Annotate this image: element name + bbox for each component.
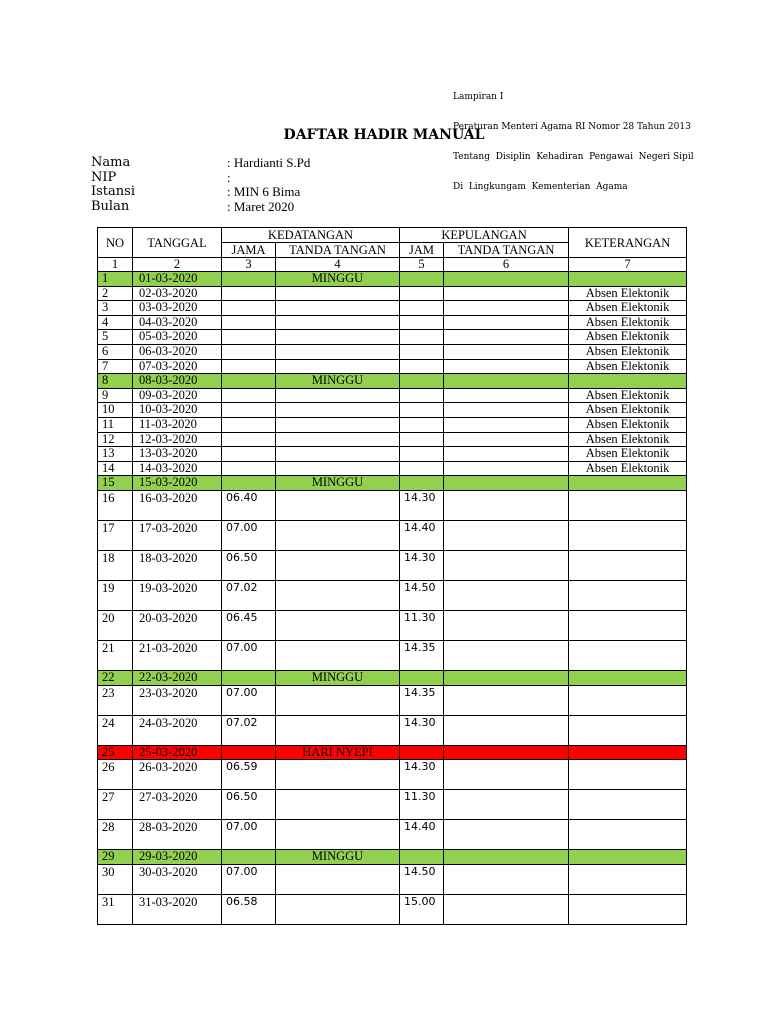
row-no: 21 [98,640,133,670]
row-tanggal: 06-03-2020 [133,344,222,359]
table-row [98,272,687,287]
row-jam-pulang [400,461,444,476]
row-no: 13 [98,447,133,462]
row-jam-datang: 07.02 [222,715,276,745]
row-tanda-tangan-pulang [444,685,569,715]
row-tanda-tangan-datang [276,715,400,745]
row-jam-datang: 06.58 [222,894,276,924]
row-tanggal: 29-03-2020 [133,850,222,865]
row-jam-pulang: 14.30 [400,715,444,745]
row-tanda-tangan-pulang [444,447,569,462]
row-no: 8 [98,374,133,389]
row-keterangan: Absen Elektonik [569,447,687,462]
row-jam-pulang [400,374,444,389]
row-jam-pulang [400,403,444,418]
row-tanda-tangan-datang [276,490,400,520]
table-row [98,894,687,924]
row-keterangan: Absen Elektonik [569,301,687,316]
header-row-1 [98,228,687,243]
row-keterangan: Absen Elektonik [569,359,687,374]
row-tanda-tangan-pulang [444,745,569,760]
row-jam-datang [222,315,276,330]
row-jam-pulang [400,388,444,403]
row-tanggal: 25-03-2020 [133,745,222,760]
attendance-table [97,227,687,925]
table-row [98,432,687,447]
bulan-value: : Maret 2020 [227,198,295,214]
row-tanggal: 13-03-2020 [133,447,222,462]
table-row [98,344,687,359]
table-row [98,820,687,850]
row-jam-pulang: 14.35 [400,640,444,670]
row-tanggal: 05-03-2020 [133,330,222,345]
row-tanda-tangan-datang: MINGGU [276,670,400,685]
table-row [98,359,687,374]
row-tanggal: 31-03-2020 [133,894,222,924]
row-jam-pulang: 15.00 [400,894,444,924]
row-tanda-tangan-datang [276,820,400,850]
row-tanda-tangan-pulang [444,461,569,476]
row-tanggal: 16-03-2020 [133,490,222,520]
row-keterangan: Absen Elektonik [569,286,687,301]
row-jam-pulang [400,670,444,685]
row-keterangan [569,520,687,550]
row-keterangan [569,490,687,520]
table-row [98,610,687,640]
row-jam-datang: 07.00 [222,520,276,550]
row-tanggal: 28-03-2020 [133,820,222,850]
row-keterangan [569,374,687,389]
row-tanda-tangan-datang [276,447,400,462]
row-tanggal: 10-03-2020 [133,403,222,418]
row-jam-pulang [400,359,444,374]
row-keterangan: Absen Elektonik [569,461,687,476]
row-tanda-tangan-datang [276,685,400,715]
table-row [98,315,687,330]
row-jam-pulang [400,315,444,330]
row-tanggal: 01-03-2020 [133,272,222,287]
row-keterangan: Absen Elektonik [569,388,687,403]
table-row [98,745,687,760]
table-row [98,490,687,520]
row-tanda-tangan-pulang [444,550,569,580]
row-tanda-tangan-pulang [444,610,569,640]
row-tanggal: 03-03-2020 [133,301,222,316]
row-keterangan [569,476,687,491]
row-tanda-tangan-datang: MINGGU [276,374,400,389]
page-title: DAFTAR HADIR MANUAL [283,127,485,143]
row-tanda-tangan-datang [276,461,400,476]
column-number-row [98,258,687,272]
row-tanda-tangan-pulang [444,315,569,330]
row-tanggal: 18-03-2020 [133,550,222,580]
row-jam-pulang: 14.50 [400,580,444,610]
row-tanggal: 08-03-2020 [133,374,222,389]
row-jam-pulang [400,476,444,491]
row-tanggal: 26-03-2020 [133,760,222,790]
row-jam-pulang: 14.35 [400,685,444,715]
row-tanda-tangan-datang [276,432,400,447]
row-tanda-tangan-pulang [444,476,569,491]
row-no: 18 [98,550,133,580]
row-tanda-tangan-pulang [444,490,569,520]
row-keterangan [569,685,687,715]
row-jam-datang [222,374,276,389]
row-tanda-tangan-pulang [444,894,569,924]
row-keterangan [569,760,687,790]
row-tanda-tangan-datang: MINGGU [276,476,400,491]
row-jam-datang: 06.50 [222,790,276,820]
row-jam-datang: 07.00 [222,640,276,670]
row-tanggal: 04-03-2020 [133,315,222,330]
header-keterangan: KETERANGAN [569,228,687,258]
header-kedatangan: KEDATANGAN [222,228,400,243]
row-no: 11 [98,417,133,432]
row-tanggal: 30-03-2020 [133,864,222,894]
row-tanda-tangan-pulang [444,850,569,865]
row-jam-pulang [400,745,444,760]
row-jam-datang: 06.50 [222,550,276,580]
row-no: 30 [98,864,133,894]
table-row [98,640,687,670]
table-row [98,476,687,491]
row-tanda-tangan-pulang [444,670,569,685]
table-row [98,790,687,820]
table-row [98,447,687,462]
table-row [98,580,687,610]
table-row [98,685,687,715]
row-tanda-tangan-datang [276,760,400,790]
row-jam-pulang [400,850,444,865]
column-number: 1 [98,258,133,272]
info-row-istansi [91,185,310,200]
row-tanda-tangan-datang [276,790,400,820]
row-tanda-tangan-pulang [444,301,569,316]
row-keterangan [569,894,687,924]
row-tanda-tangan-datang [276,417,400,432]
row-no: 25 [98,745,133,760]
istansi-value: : MIN 6 Bima [227,184,301,199]
row-keterangan [569,790,687,820]
row-tanda-tangan-pulang [444,864,569,894]
row-tanda-tangan-pulang [444,580,569,610]
table-row [98,417,687,432]
row-tanda-tangan-datang [276,894,400,924]
row-tanda-tangan-datang [276,286,400,301]
table-row [98,550,687,580]
employee-info [91,156,310,214]
row-no: 31 [98,894,133,924]
table-row [98,670,687,685]
row-jam-pulang: 14.30 [400,490,444,520]
row-no: 23 [98,685,133,715]
row-jam-pulang: 11.30 [400,790,444,820]
row-jam-pulang [400,432,444,447]
header-tanda-tangan-pulang: TANDA TANGAN [444,243,569,258]
row-tanda-tangan-pulang [444,520,569,550]
row-tanda-tangan-datang [276,330,400,345]
row-jam-pulang: 14.40 [400,520,444,550]
row-no: 10 [98,403,133,418]
header-tanda-tangan-datang: TANDA TANGAN [276,243,400,258]
row-keterangan [569,670,687,685]
istansi-label: Istansi [91,184,135,199]
row-keterangan [569,550,687,580]
row-tanda-tangan-pulang [444,286,569,301]
row-tanggal: 15-03-2020 [133,476,222,491]
row-no: 22 [98,670,133,685]
row-keterangan [569,640,687,670]
row-jam-datang: 07.02 [222,580,276,610]
row-jam-datang [222,359,276,374]
row-jam-datang [222,850,276,865]
row-no: 7 [98,359,133,374]
row-tanda-tangan-datang [276,301,400,316]
row-jam-datang [222,403,276,418]
row-tanda-tangan-datang: HARI NYEPI [276,745,400,760]
row-no: 20 [98,610,133,640]
row-no: 12 [98,432,133,447]
row-jam-pulang [400,344,444,359]
header-kepulangan: KEPULANGAN [400,228,569,243]
row-tanda-tangan-pulang [444,344,569,359]
row-jam-datang: 07.00 [222,820,276,850]
row-no: 26 [98,760,133,790]
column-number: 2 [133,258,222,272]
row-tanda-tangan-pulang [444,715,569,745]
row-no: 14 [98,461,133,476]
row-no: 9 [98,388,133,403]
row-tanda-tangan-datang [276,359,400,374]
row-keterangan: Absen Elektonik [569,417,687,432]
row-keterangan [569,864,687,894]
row-keterangan [569,580,687,610]
row-tanggal: 11-03-2020 [133,417,222,432]
row-jam-datang [222,301,276,316]
column-number: 3 [222,258,276,272]
row-tanda-tangan-datang [276,640,400,670]
row-jam-pulang: 14.40 [400,820,444,850]
row-tanda-tangan-datang [276,315,400,330]
row-no: 29 [98,850,133,865]
row-tanggal: 19-03-2020 [133,580,222,610]
row-jam-datang [222,417,276,432]
column-number: 6 [444,258,569,272]
row-tanda-tangan-datang: MINGGU [276,272,400,287]
row-jam-datang [222,461,276,476]
row-tanda-tangan-pulang [444,417,569,432]
info-row-bulan [91,200,310,215]
row-tanggal: 27-03-2020 [133,790,222,820]
row-keterangan [569,745,687,760]
row-keterangan: Absen Elektonik [569,315,687,330]
row-jam-datang: 07.00 [222,864,276,894]
table-row [98,286,687,301]
row-tanda-tangan-datang [276,864,400,894]
row-no: 5 [98,330,133,345]
row-tanda-tangan-pulang [444,359,569,374]
row-tanggal: 17-03-2020 [133,520,222,550]
row-tanggal: 20-03-2020 [133,610,222,640]
row-tanggal: 24-03-2020 [133,715,222,745]
row-jam-pulang: 14.30 [400,550,444,580]
row-jam-pulang: 14.30 [400,760,444,790]
row-no: 2 [98,286,133,301]
lampiran-line: Tentang Disiplin Kehadiran Pengawai Negeri Sipil [453,152,694,162]
row-tanda-tangan-datang: MINGGU [276,850,400,865]
lampiran-line: Di Lingkungam Kementerian Agama [453,182,628,192]
row-jam-pulang [400,286,444,301]
lampiran-line: Peraturan Menteri Agama RI Nomor 28 Tahun 2013 [453,122,691,132]
row-tanda-tangan-datang [276,344,400,359]
row-tanda-tangan-pulang [444,330,569,345]
table-row [98,461,687,476]
header-tanggal: TANGGAL [133,228,222,258]
row-tanggal: 14-03-2020 [133,461,222,476]
row-jam-pulang [400,417,444,432]
header-no: NO [98,228,133,258]
row-keterangan: Absen Elektonik [569,432,687,447]
header-jama: JAMA [222,243,276,258]
row-jam-datang [222,388,276,403]
row-keterangan [569,850,687,865]
row-no: 27 [98,790,133,820]
row-tanda-tangan-pulang [444,790,569,820]
row-no: 4 [98,315,133,330]
row-jam-datang [222,447,276,462]
table-row [98,301,687,316]
row-no: 3 [98,301,133,316]
row-keterangan [569,820,687,850]
row-no: 16 [98,490,133,520]
row-tanda-tangan-pulang [444,432,569,447]
row-keterangan [569,715,687,745]
row-keterangan [569,272,687,287]
row-jam-pulang [400,447,444,462]
nip-value: : [227,169,231,185]
row-tanggal: 02-03-2020 [133,286,222,301]
table-row [98,388,687,403]
column-number: 5 [400,258,444,272]
table-row [98,403,687,418]
row-keterangan: Absen Elektonik [569,330,687,345]
row-tanda-tangan-datang [276,388,400,403]
row-tanda-tangan-pulang [444,272,569,287]
row-no: 28 [98,820,133,850]
row-no: 17 [98,520,133,550]
lampiran-line: Lampiran I [453,92,504,102]
row-tanggal: 12-03-2020 [133,432,222,447]
table-row [98,374,687,389]
row-tanda-tangan-pulang [444,820,569,850]
row-tanda-tangan-pulang [444,403,569,418]
table-row [98,850,687,865]
row-tanggal: 23-03-2020 [133,685,222,715]
row-no: 15 [98,476,133,491]
row-keterangan: Absen Elektonik [569,344,687,359]
column-number: 4 [276,258,400,272]
row-jam-datang [222,476,276,491]
row-jam-datang [222,272,276,287]
row-tanda-tangan-datang [276,403,400,418]
row-tanda-tangan-datang [276,580,400,610]
row-jam-datang [222,286,276,301]
row-jam-datang [222,344,276,359]
table-row [98,715,687,745]
nip-label: NIP [91,169,117,185]
row-jam-datang [222,432,276,447]
column-number: 7 [569,258,687,272]
row-jam-datang: 06.45 [222,610,276,640]
table-row [98,330,687,345]
row-keterangan [569,610,687,640]
row-jam-datang: 06.40 [222,490,276,520]
attendance-rows [98,272,687,925]
row-jam-datang [222,670,276,685]
nama-label: Nama [91,155,131,170]
row-tanda-tangan-pulang [444,388,569,403]
row-tanda-tangan-pulang [444,640,569,670]
table-row [98,864,687,894]
row-tanggal: 22-03-2020 [133,670,222,685]
row-jam-pulang: 11.30 [400,610,444,640]
row-tanggal: 21-03-2020 [133,640,222,670]
row-keterangan: Absen Elektonik [569,403,687,418]
row-tanda-tangan-datang [276,610,400,640]
row-no: 1 [98,272,133,287]
row-jam-datang [222,745,276,760]
row-tanggal: 07-03-2020 [133,359,222,374]
row-jam-datang [222,330,276,345]
row-jam-pulang [400,272,444,287]
row-tanda-tangan-datang [276,550,400,580]
row-no: 19 [98,580,133,610]
row-tanda-tangan-pulang [444,760,569,790]
row-jam-datang: 07.00 [222,685,276,715]
info-row-nip [91,171,310,186]
row-no: 6 [98,344,133,359]
row-jam-pulang [400,301,444,316]
table-row [98,520,687,550]
row-tanggal: 09-03-2020 [133,388,222,403]
row-jam-datang: 06.59 [222,760,276,790]
table-row [98,760,687,790]
row-no: 24 [98,715,133,745]
row-jam-pulang [400,330,444,345]
bulan-label: Bulan [91,198,130,214]
info-row-nama [91,156,310,171]
header-jam: JAM [400,243,444,258]
row-tanda-tangan-datang [276,520,400,550]
row-tanda-tangan-pulang [444,374,569,389]
nama-value: : Hardianti S.Pd [227,155,311,170]
row-jam-pulang: 14.50 [400,864,444,894]
